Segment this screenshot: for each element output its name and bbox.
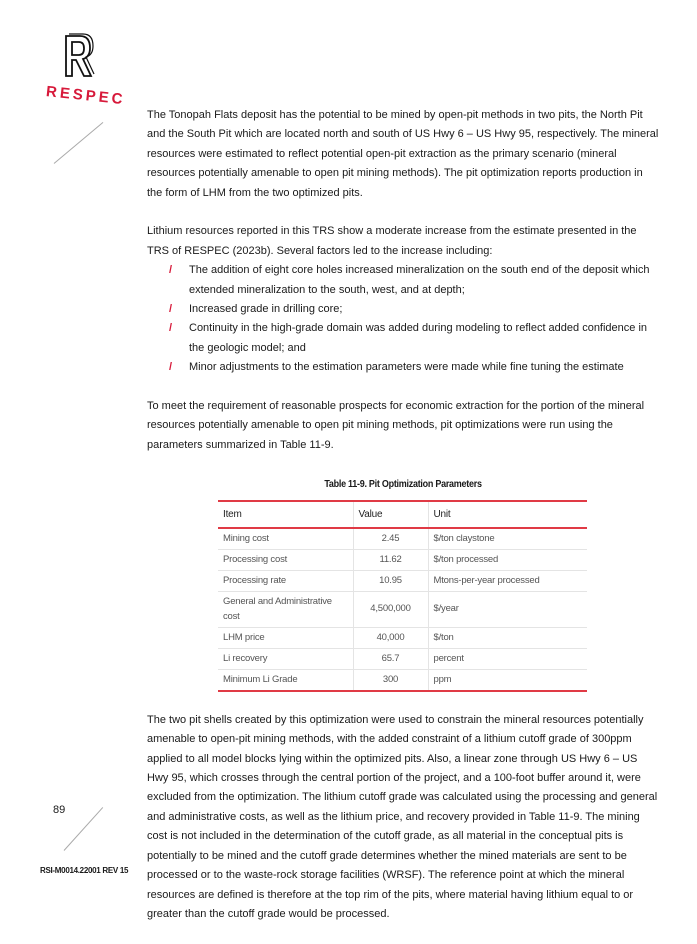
table-cell: percent xyxy=(428,648,587,669)
paragraph: The Tonopah Flats deposit has the potential to be mined by open-pit methods in two pits, the North Pit and the South Pit which are located north and south of US Hwy 6 – US Hwy 95, respectively. The mineral resources were estimated to reflect potential open-pit extraction as the primary scenario (mineral resources potentially amenable to open pit mining methods). The pit optimization reports production in the form of LHM from the two optimized pits. xyxy=(147,109,659,199)
table-row xyxy=(218,648,587,669)
table-cell: 2.45 xyxy=(353,528,428,549)
pit-optimization-table xyxy=(218,500,587,692)
table-row xyxy=(218,550,587,571)
table-cell: Li recovery xyxy=(218,648,353,669)
table-row xyxy=(218,571,587,592)
column-header: Item xyxy=(218,501,353,528)
svg-text:RESPEC: RESPEC xyxy=(45,83,127,109)
bullet-list xyxy=(147,261,659,377)
table-row xyxy=(218,528,587,549)
table-cell: $/year xyxy=(428,592,587,628)
document-body xyxy=(147,106,659,944)
table-cell: $/ton xyxy=(428,627,587,648)
table-cell: 10.95 xyxy=(353,571,428,592)
table-cell: Mining cost xyxy=(218,528,353,549)
table-cell: Mtons-per-year processed xyxy=(428,571,587,592)
table-cell: Processing cost xyxy=(218,550,353,571)
table-caption: Table 11-9. Pit Optimization Parameters xyxy=(324,478,482,490)
table-cell: $/ton claystone xyxy=(428,528,587,549)
decorative-divider-line xyxy=(54,122,104,164)
column-header: Value xyxy=(353,501,428,528)
list-item: / The addition of eight core holes increased mineralization on the south end of the deposit which extended mineralization to the south, west, and at depth; xyxy=(169,264,650,296)
table-cell: 40,000 xyxy=(353,627,428,648)
paragraph: Lithium resources reported in this TRS show a moderate increase from the estimate presented in the TRS of RESPEC (2023b). Several factors led to the increase including: xyxy=(147,225,637,257)
table-cell: $/ton processed xyxy=(428,550,587,571)
table-cell: 4,500,000 xyxy=(353,592,428,628)
table-cell: Minimum Li Grade xyxy=(218,669,353,690)
list-item: / Minor adjustments to the estimation parameters were made while fine tuning the estimate xyxy=(169,361,624,374)
table-row xyxy=(218,669,587,690)
column-header: Unit xyxy=(428,501,587,528)
respec-logo xyxy=(44,30,127,110)
page-number: 89 xyxy=(53,804,66,816)
paragraph: To meet the requirement of reasonable prospects for economic extraction for the portion of the mineral resources potentially amenable to open pit mining methods, pit optimizations were run using the parameters summarized in Table 11-9. xyxy=(147,400,645,451)
table-cell: LHM price xyxy=(218,627,353,648)
table-cell: Processing rate xyxy=(218,571,353,592)
table-cell: ppm xyxy=(428,669,587,690)
table-cell: 11.62 xyxy=(353,550,428,571)
decorative-divider-line xyxy=(64,807,104,851)
table-row xyxy=(218,627,587,648)
table-row xyxy=(218,592,587,628)
table-cell: 65.7 xyxy=(353,648,428,669)
table-cell: 300 xyxy=(353,669,428,690)
list-item: / Continuity in the high-grade domain was added during modeling to reflect added confidence in the geologic model; and xyxy=(169,322,648,354)
list-item: / Increased grade in drilling core; xyxy=(169,303,343,316)
table-cell: General and Administrative cost xyxy=(218,592,353,628)
document-id-footer: RSI-M0014.22001 REV 15 xyxy=(40,866,129,875)
paragraph: The two pit shells created by this optimization were used to constrain the mineral resources potentially amenable to open-pit mining methods, with the added constraint of a lithium cutoff grade of 300ppm applied to all model blocks lying within the optimized pits. Also, a linear zone through US Hwy 6 – US Hwy 95, which crosses through the central portion of the project, and a 100-foot buffer around it, were excluded from the optimization. The lithium cutoff grade was calculated using the processing and general and administrative costs, as well as the lithium price, and recovery provided in Table 11-9. The mining cost is not included in the determination of the cutoff grade, as all material in the conceptual pits is potentially to be mined and the cutoff grade determines whether the mined materials are sent to be processed or to the waste-rock storage facilities (WRSF). The reference point at which the mineral resources are defined is therefore at the top rim of the pits, where material having lithium equal to or greater than the cutoff grade would be processed. xyxy=(147,713,658,920)
